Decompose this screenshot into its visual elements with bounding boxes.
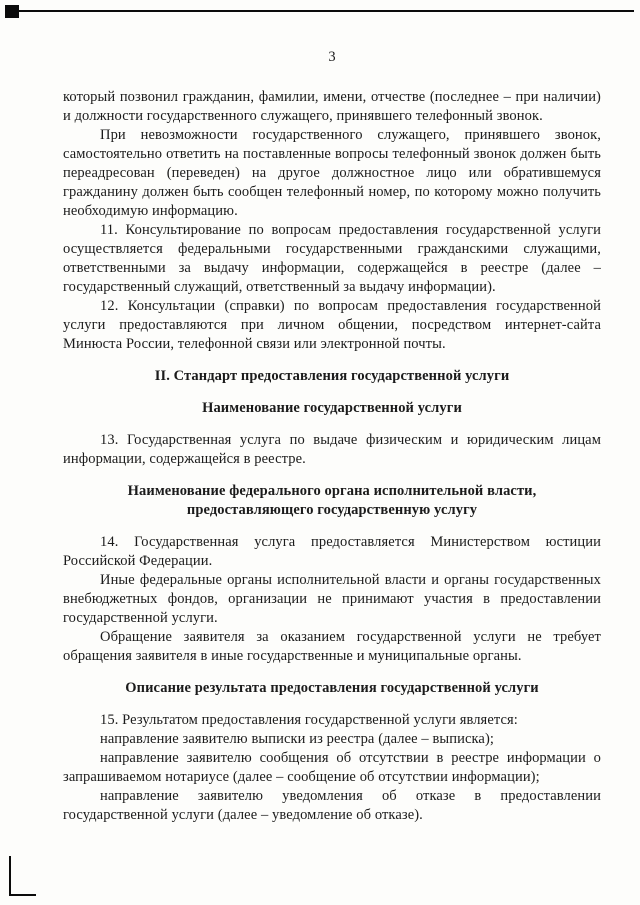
scan-frame-bottom-left-corner-vertical [9,856,11,896]
paragraph-item-11: 11. Консультирование по вопросам предоставления государственной услуги осуществляется федеральными государственными гражданскими служащими, ответственными за выдачу информации, содержащейся в реестре (далее – государственный служащий, ответственный за выдачу информации). [63,222,601,295]
paragraph-list-item: направление заявителю сообщения об отсутствии в реестре информации о запрашиваемом нотариусе (далее – сообщение об отсутствии информации); [63,750,601,785]
paragraph-item-13: 13. Государственная услуга по выдаче физическим и юридическим лицам информации, содержащейся в реестре. [63,432,601,467]
paragraph-list-item: направление заявителю выписки из реестра (далее – выписка); [100,731,495,747]
subsection-heading-result: Описание результата предоставления государственной услуги [125,680,539,696]
paragraph: Иные федеральные органы исполнительной власти и органы государственных внебюджетных фондов, организации не принимают участия в предоставлении государственной услуги. [63,572,601,626]
paragraph-continuation: который позвонил гражданин, фамилии, имени, отчестве (последнее – при наличии) и должности государственного служащего, принявшего телефонный звонок. [63,89,601,124]
page-number: 3 [328,49,336,65]
scan-frame-top-line [6,10,634,12]
paragraph-item-14: 14. Государственная услуга предоставляется Министерством юстиции Российской Федерации. [63,534,601,569]
scan-frame-bottom-left-corner-horizontal [9,894,36,896]
paragraph: При невозможности государственного служащего, принявшего звонок, самостоятельно ответить на поставленные вопросы телефонный звонок должен быть переадресован (переведен) на другое должностное лицо или обратившемуся гражданину должен быть сообщен телефонный номер, по которому можно получить необходимую информацию. [63,127,601,219]
subsection-heading-authority-line1: Наименование федерального органа исполнительной власти, [127,483,537,499]
scan-frame-top-left-corner [5,5,19,18]
subsection-heading-authority-line2: предоставляющего государственную услугу [186,502,478,518]
subsection-heading-service-name: Наименование государственной услуги [202,400,462,416]
paragraph-item-12: 12. Консультации (справки) по вопросам предоставления государственной услуги предоставляются при личном общении, посредством интернет-сайта Минюста России, телефонной связи или электронной почты. [63,298,601,352]
document-content [63,48,601,825]
paragraph: Обращение заявителя за оказанием государственной услуги не требует обращения заявителя в иные государственные и муниципальные органы. [63,629,601,664]
section-heading-standard: II. Стандарт предоставления государственной услуги [154,368,510,384]
paragraph-item-15: 15. Результатом предоставления государственной услуги является: [100,712,518,728]
paragraph-list-item: направление заявителю уведомления об отказе в предоставлении государственной услуги (далее – уведомление об отказе). [63,788,601,823]
